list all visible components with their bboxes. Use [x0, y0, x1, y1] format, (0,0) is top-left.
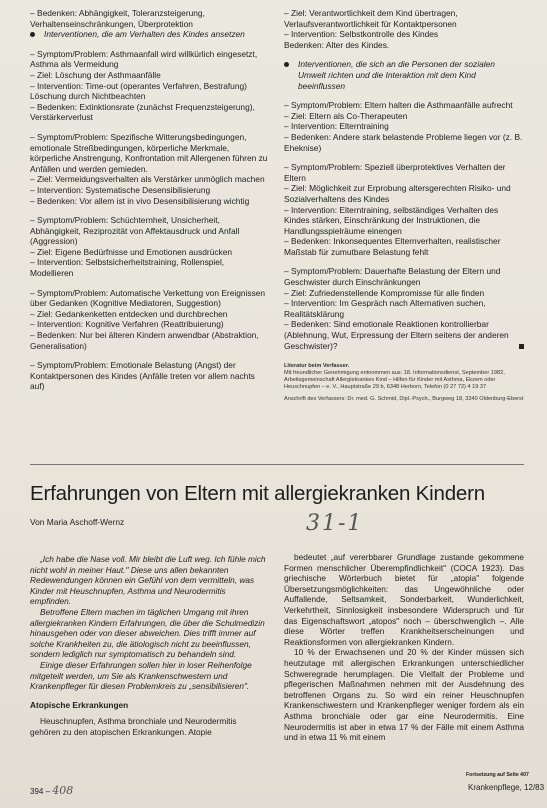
journal-issue: Krankenpflege, 12/83 — [468, 783, 545, 792]
left-column-item: – Bedenken: Abhängigkeit, Toleranzsteigerung, Verhaltenseinschränkungen, Überprotektion — [30, 8, 205, 29]
right-column-item: Bedenken: Alter des Kindes. — [284, 39, 390, 50]
article-headline: Erfahrungen von Eltern mit allergiekranken Kindern — [30, 482, 485, 505]
right-column-item: – Ziel: Verantwortlichkeit dem Kind übertragen, Verlaufsverantwortlichkeit für Kontaktpersonen — [284, 8, 458, 29]
paragraph-gap — [284, 257, 524, 266]
left-column-item: – Bedenken: Vor allem ist in vivo Desensibilisierung wichtig — [30, 195, 250, 206]
source-note — [284, 363, 524, 403]
right-column — [284, 8, 524, 403]
author-address: Anschrift des Verfassers: Dr. med. G. Schmid, Dipl.-Psych., Burgweg 18, 3340 Oldenburg-Eberst — [284, 396, 524, 403]
right-column-item: – Ziel: Eltern als Co-Therapeuten — [284, 110, 408, 121]
right-column-item: – Bedenken: Inkonsequentes Elternverhalten, realistischer Maßstab für zumutbare Belastung fehlt — [284, 236, 501, 257]
right-column-item: – Symptom/Problem: Eltern halten die Asthmaanfälle aufrecht — [284, 100, 513, 111]
right-column-item: – Ziel: Möglichkeit zur Erprobung altersgerechten Risiko- und Sozialverhaltens des Kindes — [284, 183, 511, 204]
page-number — [30, 784, 73, 797]
left-column-item: – Ziel: Vermeidungsverhalten als Verstärker unmöglich machen — [30, 174, 265, 185]
left-column-item: – Ziel: Eigene Bedürfnisse und Emotionen ausdrücken — [30, 246, 233, 257]
left-column-item: – Intervention: Systematische Desensibilisierung — [30, 184, 211, 195]
page-number-printed: 394 – — [30, 787, 51, 796]
left-column-item: – Symptom/Problem: Schüchternheit, Unsicherheit, Abhängigkeit, Reziprozität von Affektausdruck und Anfall (Aggression) — [30, 215, 240, 247]
article-left-column — [30, 554, 267, 738]
right-column-item: – Ziel: Zufriedenstellende Kompromisse für alle finden — [284, 287, 485, 298]
byline: Von Maria Aschoff-Wernz — [30, 517, 125, 527]
left-column-item: – Bedenken: Nur bei älteren Kindern anwendbar (Abstraktion, Generalisation) — [30, 330, 259, 351]
right-column-item: – Intervention: Selbstkontrolle des Kindes — [284, 29, 439, 40]
left-column-item: – Ziel: Gedankenketten entdecken und durchbrechen — [30, 308, 228, 319]
right-column-item: – Intervention: Elterntraining — [284, 121, 389, 132]
paragraph-gap — [30, 206, 268, 215]
handwritten-note: 31-1 — [306, 511, 364, 536]
left-column-item: – Intervention: Selbstsicherheitstraining, Rollenspiel, Modellieren — [30, 257, 225, 279]
left-column-item: – Intervention: Kognitive Verfahren (Reattribuierung) — [30, 319, 224, 330]
left-column-item: – Ziel: Löschung der Asthmaanfälle — [30, 69, 161, 80]
article-right-paragraph: bedeutet „auf vererbbarer Grundlage zustande gekommene Formen menschlicher Überempfindlichkeit" (COCA 1923). Das griechische Wörterbuch bietet für „atopia" folgende Übersetzungsmöglichkeiten: das Ungewöhnliche oder Auffallende, Seltsamkeit, Sonderbarkeit, Wunderlichkeit, Verkehrtheit, Sinnlosigkeit insbesondere Widerspruch und für das Eigenschaftswort „atopos" noch – überschwenglich –. Alle diese Wörter treffen Krankheitserscheinungen und Reaktionsformen von allergiekranken Kindern. — [284, 552, 524, 647]
section-divider — [30, 464, 524, 465]
paragraph-gap — [30, 351, 268, 360]
end-mark-icon — [519, 341, 524, 352]
left-column-item: – Intervention: Time-out (operantes Verfahren, Bestrafung) Löschung durch Nichtbeachten — [30, 80, 247, 102]
paragraph-gap — [284, 50, 524, 59]
right-column-item: – Symptom/Problem: Speziell überprotektives Verhalten der Eltern — [284, 162, 506, 183]
paragraph-gap — [30, 40, 268, 49]
right-column-item: – Symptom/Problem: Dauerhafte Belastung der Eltern und Geschwister durch Einschränkungen — [284, 266, 501, 288]
right-column-item: – Intervention: Im Gespräch nach Alternativen suchen, Realitätsklärung — [284, 298, 486, 319]
paragraph-gap — [30, 123, 268, 132]
paragraph-gap — [30, 279, 268, 288]
bullet-icon — [284, 59, 290, 91]
right-column-text: Interventionen, die sich an die Personen der sozialen Umwelt richten und die Interaktion mit dem Kind beeinflussen — [298, 59, 495, 91]
article-left-paragraph: Heuschnupfen, Asthma bronchiale und Neurodermitis gehören zu den atopischen Erkrankungen. Atopie — [30, 716, 237, 737]
left-column — [30, 8, 268, 392]
article-left-paragraph: Betroffene Eltern machen im täglichen Umgang mit ihren allergiekranken Kindern Erfahrungen, die über die Schulmedizin hinausgehen oder von dieser abweichen. Dies trifft immer auf solche Krankheiten zu, die ätiologisch nicht zu beeinflussen, sondern lediglich nur symptomatisch zu behandeln sind. — [30, 606, 265, 660]
left-column-bullet-heading — [30, 29, 268, 40]
left-column-item: – Symptom/Problem: Emotionale Belastung (Angst) der Kontaktpersonen des Kindes (Anfälle treten vor allem nachts auf) — [30, 360, 255, 392]
article-right-paragraph: 10 % der Erwachsenen und 20 % der Kinder müssen sich heutzutage mit allergischen Erkrankungen unterschiedlicher Schweregrade herumplagen. Die Vielfalt der Probleme und pflegerischen Maßnahmen nehmen mit der Ausdehnung des betroffenen Organs zu. So wird ein reiner Heuschnupfen Krankenschwestern und Krankenpfleger weniger fordern als ein Asthma bronchiale oder gar eine Neurodermitis. Eine Neurodermitis ist aber in etwa 17 % der Fälle mit einem Asthma und in etwa 11 % mit einem — [284, 647, 524, 743]
left-column-item: – Symptom/Problem: Spezifische Witterungsbedingungen, emotionale Streßbedingungen, körperliche Merkmale, körperliche Anstrengung, Konfrontation mit Allergenen führen zu Anfällen und werden gemieden. — [30, 131, 268, 174]
right-column-item: – Bedenken: Andere stark belastende Probleme liegen vor (z. B. Eheknise) — [284, 131, 523, 153]
left-column-text: Interventionen, die am Verhalten des Kindes ansetzen — [44, 29, 245, 40]
left-column-item: – Symptom/Problem: Asthmaanfall wird willkürlich eingesetzt, Asthma als Vermeidung — [30, 48, 258, 70]
paragraph-gap — [284, 153, 524, 162]
bullet-icon — [30, 29, 36, 40]
source-note-text: Mit freundlicher Genehmigung entnommen aus: 18. Informationsdienst, September 1982, Arbeitsgemeinschaft Allergiekrankes Kind – Hilfen für Kinder mit Asthma, Ekzem oder Heuschnupfen – e. V., Hauptstraße 29 b, 6348 Herborn, Telefon (0 27 72) 4 19 37 — [284, 370, 505, 391]
page-number-handwritten: 408 — [52, 784, 74, 797]
right-column-item: – Intervention: Elterntraining, selbständiges Verhalten des Kindes stärken, Einschränkung der Instruktionen, die Handlungsspielräume einengen — [284, 204, 499, 236]
right-column-bullet-heading — [284, 59, 524, 91]
paragraph-gap — [284, 91, 524, 100]
article-subheading: Atopische Erkrankungen — [30, 699, 129, 710]
article-left-paragraph: Einige dieser Erfahrungen sollen hier in loser Reihenfolge mitgeteilt werden, um Sie als Krankenschwestern und Krankenpfleger für diesen Problemkreis zu „sensibilisieren". — [30, 659, 252, 692]
left-column-item: – Symptom/Problem: Automatische Verkettung von Ereignissen über Gedanken (Kognitive Mediatoren, Suggestion) — [30, 287, 266, 309]
left-column-item: – Bedenken: Extinktionsrate (zunächst Frequenzsteigerung), Verstärkerverlust — [30, 101, 255, 123]
source-note-heading: Literatur beim Verfasser. — [284, 363, 350, 370]
right-column-item: – Bedenken: Sind emotionale Reaktionen kontrollierbar (Ablehnung, Wut, Erpressung der Eltern seitens der anderen Geschwister)? — [284, 319, 524, 351]
article-left-paragraph: „Ich habe die Nase voll. Mir bleibt die Luft weg. Ich fühle mich nicht wohl in meiner Haut." Diese uns allen bekannten Redewendungen können ein Gefühl von dem vermitteln, was Kinder mit Heuschnupfen, Asthma und Neurodermitis empfinden. — [30, 554, 266, 607]
continued-note: Fortsetzung auf Seite 407 — [466, 772, 529, 778]
article-right-column — [284, 552, 524, 743]
